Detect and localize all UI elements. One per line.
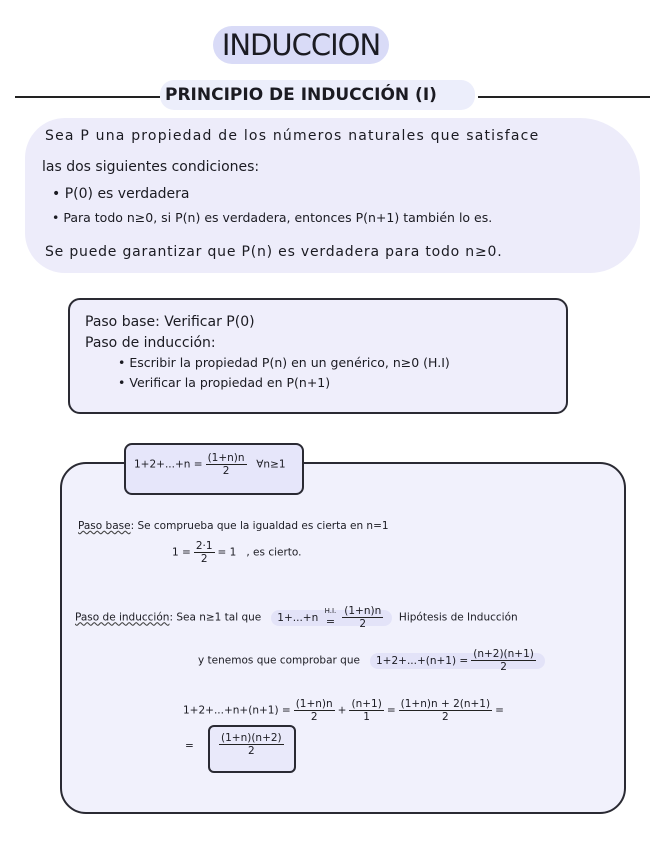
definition-bullet: • P(0) es verdadera [52,186,190,202]
method-bullet: • Escribir la propiedad P(n) en un genérico, n≥0 (H.I) [118,355,450,370]
method-base: Paso base: Verificar P(0) [85,314,255,330]
section-title: PRINCIPIO DE INDUCCIÓN (I) [165,85,437,105]
example-box [60,462,626,814]
base-formula: 1 = $\frac{2\cdot 1}{2}$ = 1 , es cierto. [172,540,302,565]
definition-line: Sea P una propiedad de los números naturales que satisface [45,128,540,144]
method-induction: Paso de inducción: [85,335,216,351]
formula: 1+2+...+n = $\frac{(1+n)n}{2}$ ∀n≥1 [134,452,286,477]
definition-line: las dos siguientes condiciones: [42,159,260,175]
derivation: 1+2+...+n+(n+1) = $\frac{(1+n)n}{2}$ + $\frac{(n+1)}{1}$ = $\frac{(1+n)n + 2(n+1)}{2}$ = [183,698,504,723]
result-equals: = [185,740,194,752]
divider-left [15,96,160,98]
induction-step: Paso de inducción: Sea n≥1 tal que 1+...+n H.I. = $\frac{(1+n)n}{2}$ Hipótesis de Inducción [75,605,518,630]
check-line: y tenemos que comprobar que 1+2+...+(n+1) = $\frac{(n+2)(n+1)}{2}$ [198,648,545,673]
page-title: INDUCCION [221,28,381,62]
definition-bullet: • Para todo n≥0, si P(n) es verdadera, entonces P(n+1) también lo es. [52,210,493,225]
divider-right [478,96,650,98]
method-bullet: • Verificar la propiedad en P(n+1) [118,375,331,390]
base-step: Paso base: Se comprueba que la igualdad es cierta en n=1 [78,520,389,532]
definition-conclusion: Se puede garantizar que P(n) es verdadera para todo n≥0. [45,244,503,260]
result: $\frac{(1+n)(n+2)}{2}$ [221,732,282,757]
